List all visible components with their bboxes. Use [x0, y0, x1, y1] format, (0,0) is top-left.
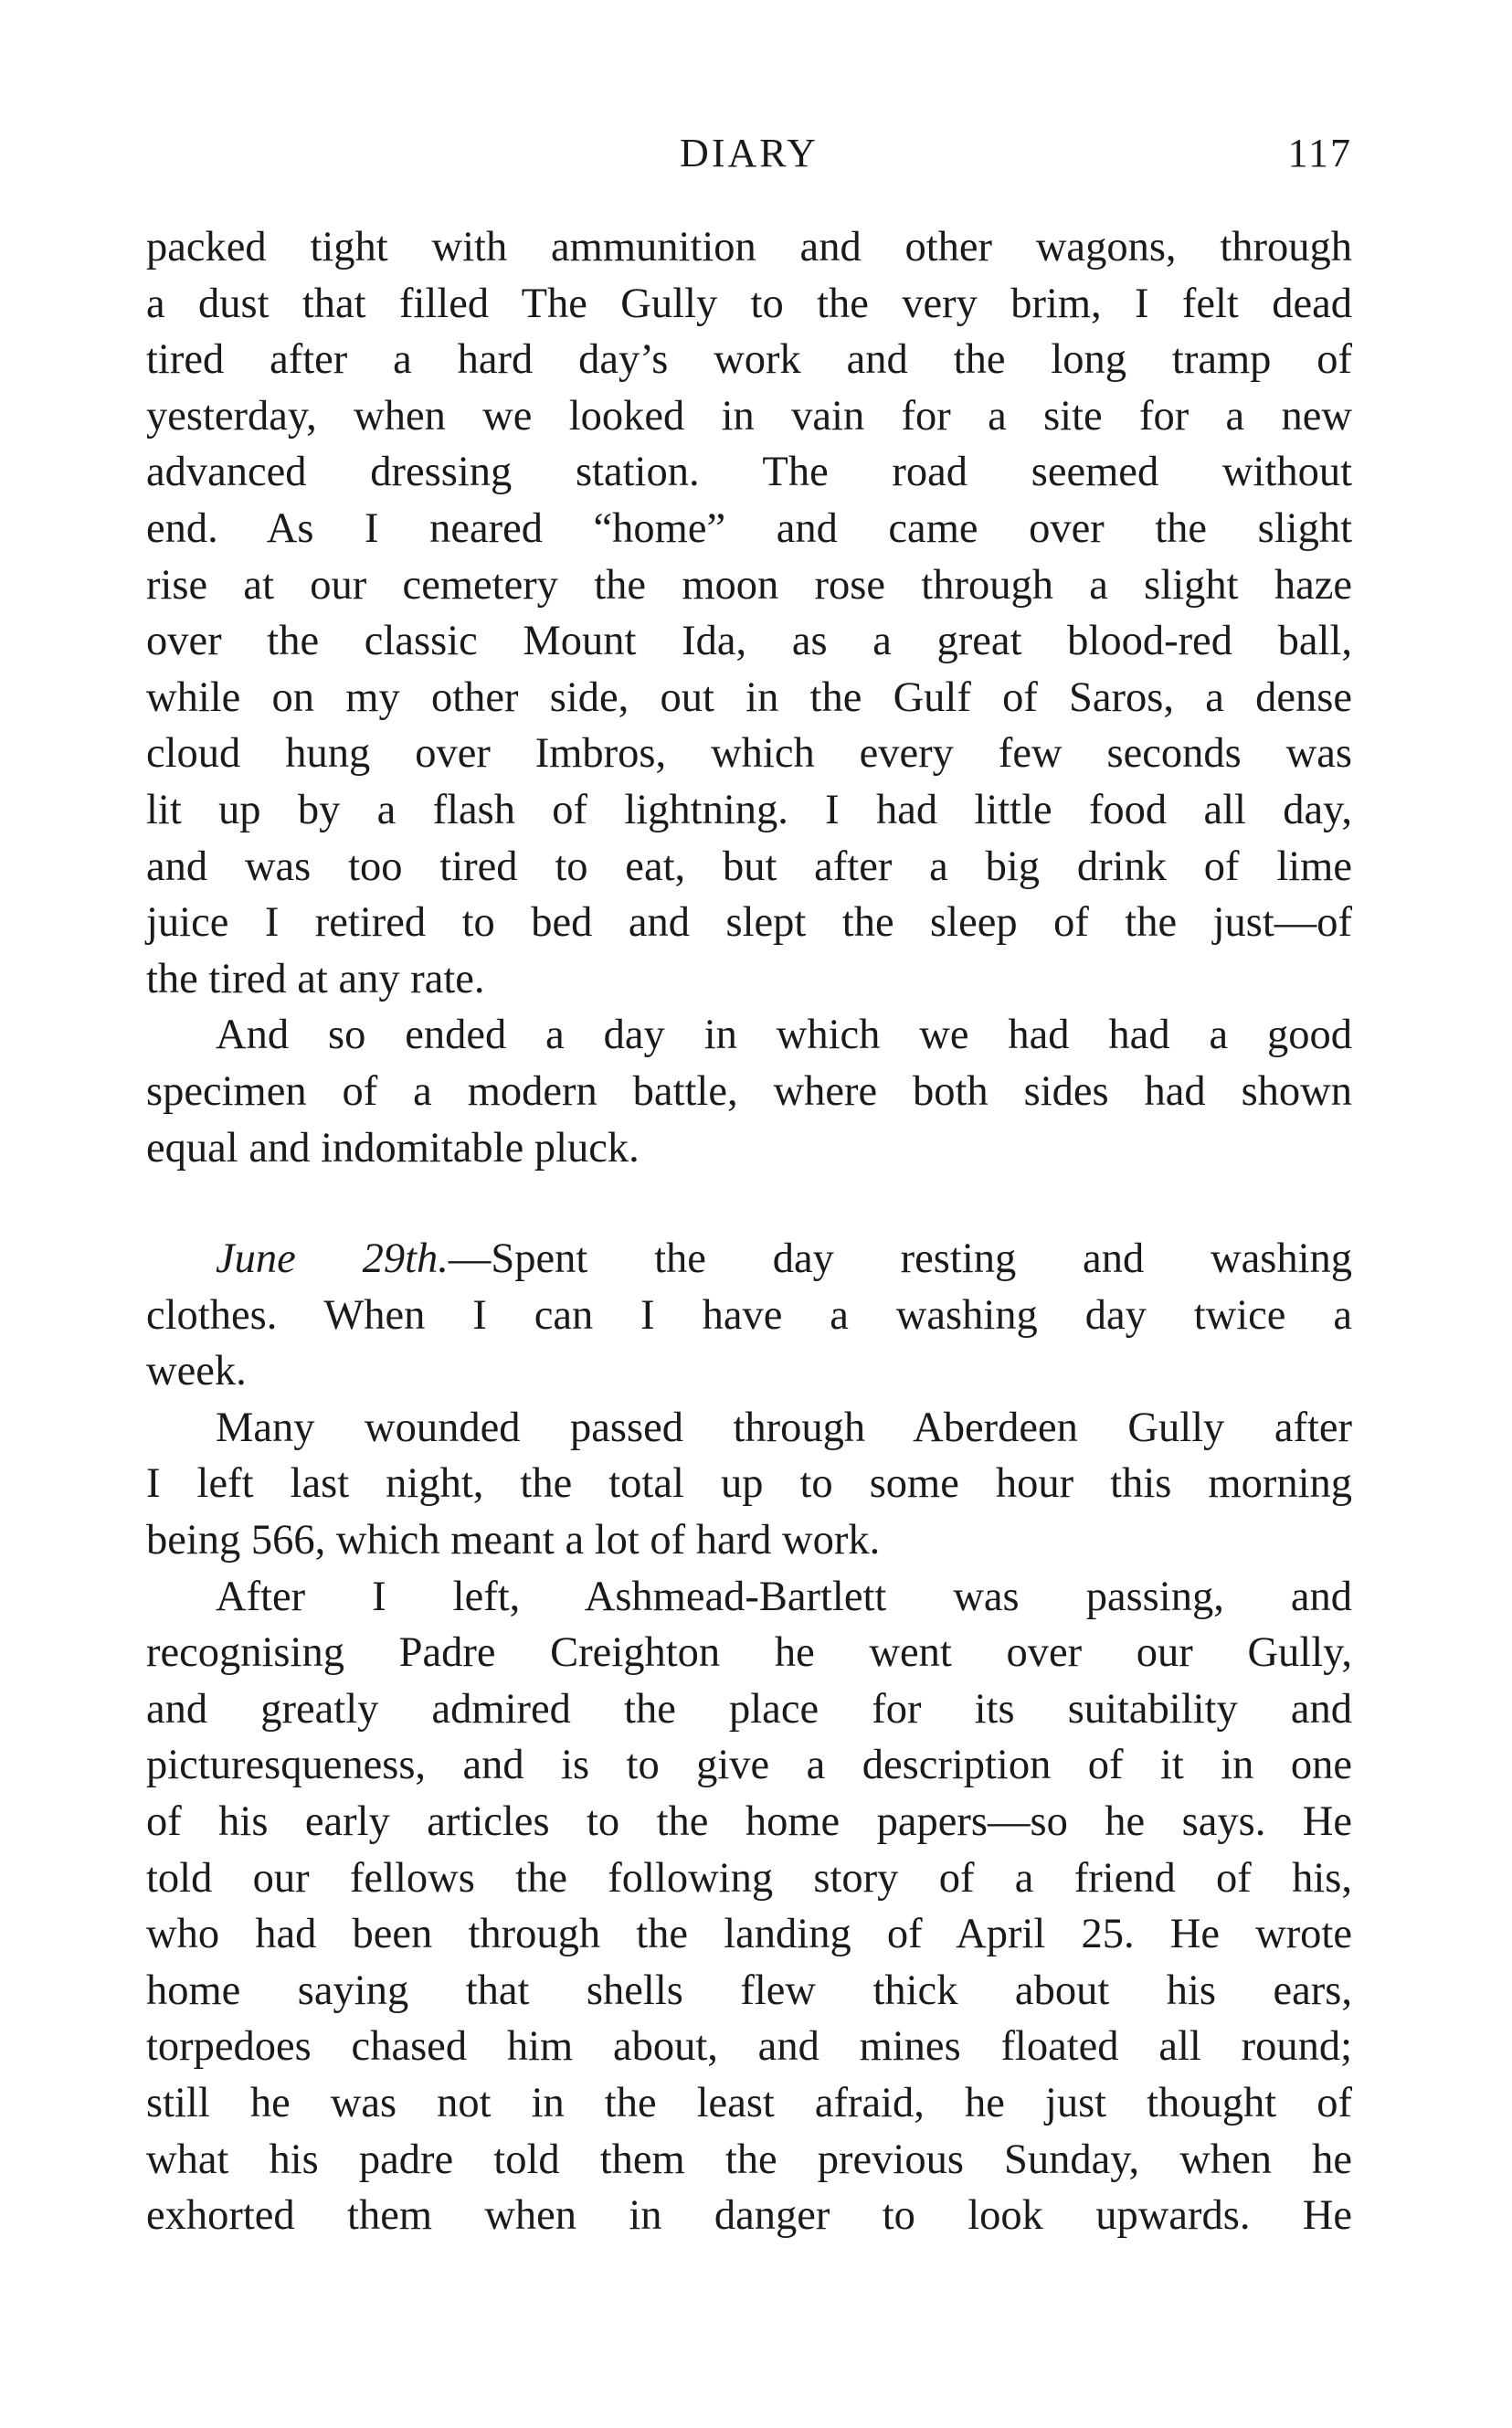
text-line: recognising Padre Creighton he went over our Gully,: [146, 1629, 1352, 1677]
text-line: end. As I neared “home” and came over the slight: [146, 504, 1352, 552]
text-line: over the classic Mount Ida, as a great blood-red ball,: [146, 618, 1352, 665]
text-line: torpedoes chased him about, and mines floated all round;: [146, 2023, 1352, 2071]
text-line: what his padre told them the previous Sunday, when he: [146, 2136, 1352, 2183]
running-title: DIARY: [680, 131, 819, 175]
diary-entry: [146, 1231, 1352, 1400]
text-line: lit up by a flash of lightning. I had little food all day,: [146, 786, 1352, 833]
paragraph: [146, 1007, 1352, 1176]
text-line: equal and indomitable pluck.: [146, 1124, 640, 1172]
text-line: packed tight with ammunition and other wagons, through: [146, 224, 1352, 270]
page-number: 117: [1287, 131, 1352, 175]
text-line: tired after a hard day’s work and the long tramp of: [146, 336, 1352, 384]
paragraph: [146, 1400, 1352, 1569]
text-line: yesterday, when we looked in vain for a site for a new: [146, 392, 1352, 440]
text-line: cloud hung over Imbros, which every few seconds was: [146, 730, 1352, 778]
text-line: juice I retired to bed and slept the sleep of the just—of: [146, 899, 1352, 947]
text-line: specimen of a modern battle, where both sides had shown: [146, 1067, 1352, 1115]
text-line: and greatly admired the place for its suitability and: [146, 1685, 1352, 1733]
text-line: week.: [146, 1348, 247, 1395]
entry-text: —Spent the day resting and washing: [448, 1235, 1352, 1282]
entry-date: June 29th.: [216, 1235, 449, 1282]
paragraph: [146, 1569, 1352, 2244]
text-line: a dust that filled The Gully to the very brim, I felt dead: [146, 280, 1352, 327]
text-line: clothes. When I can I have a washing day twice a: [146, 1291, 1352, 1339]
text-line: while on my other side, out in the Gulf of Saros, a dense: [146, 673, 1352, 721]
text-line: and was too tired to eat, but after a big drink of lime: [146, 843, 1352, 890]
text-line: told our fellows the following story of a friend of his,: [146, 1854, 1352, 1902]
text-line: exhorted them when in danger to look upwards. He: [146, 2192, 1352, 2240]
text-line: who had been through the landing of April 25. He wrote: [146, 1911, 1352, 1958]
text-line: I left last night, the total up to some hour this morning: [146, 1460, 1352, 1508]
text-line: the tired at any rate.: [146, 955, 485, 1002]
page-header: [146, 126, 1352, 181]
text-line: And so ended a day in which we had had a good: [216, 1012, 1352, 1059]
text-line: of his early articles to the home papers—so he says. He: [146, 1797, 1352, 1845]
text-block-upper: [146, 219, 1352, 1176]
text-line: home saying that shells flew thick about his ears,: [146, 1967, 1352, 2014]
paragraph: [146, 219, 1352, 1007]
text-line: [146, 1231, 1352, 1288]
text-line: advanced dressing station. The road seemed without: [146, 449, 1352, 496]
text-line: being 566, which meant a lot of hard work.: [146, 1516, 881, 1564]
text-line: still he was not in the least afraid, he just thought of: [146, 2079, 1352, 2126]
text-line: picturesqueness, and is to give a description of it in one: [146, 1742, 1352, 1789]
text-block-lower: [146, 1231, 1352, 2244]
text-line: Many wounded passed through Aberdeen Gully after: [216, 1404, 1352, 1451]
text-line: rise at our cemetery the moon rose through a slight haze: [146, 561, 1352, 609]
text-line: After I left, Ashmead-Bartlett was passing, and: [216, 1573, 1352, 1620]
